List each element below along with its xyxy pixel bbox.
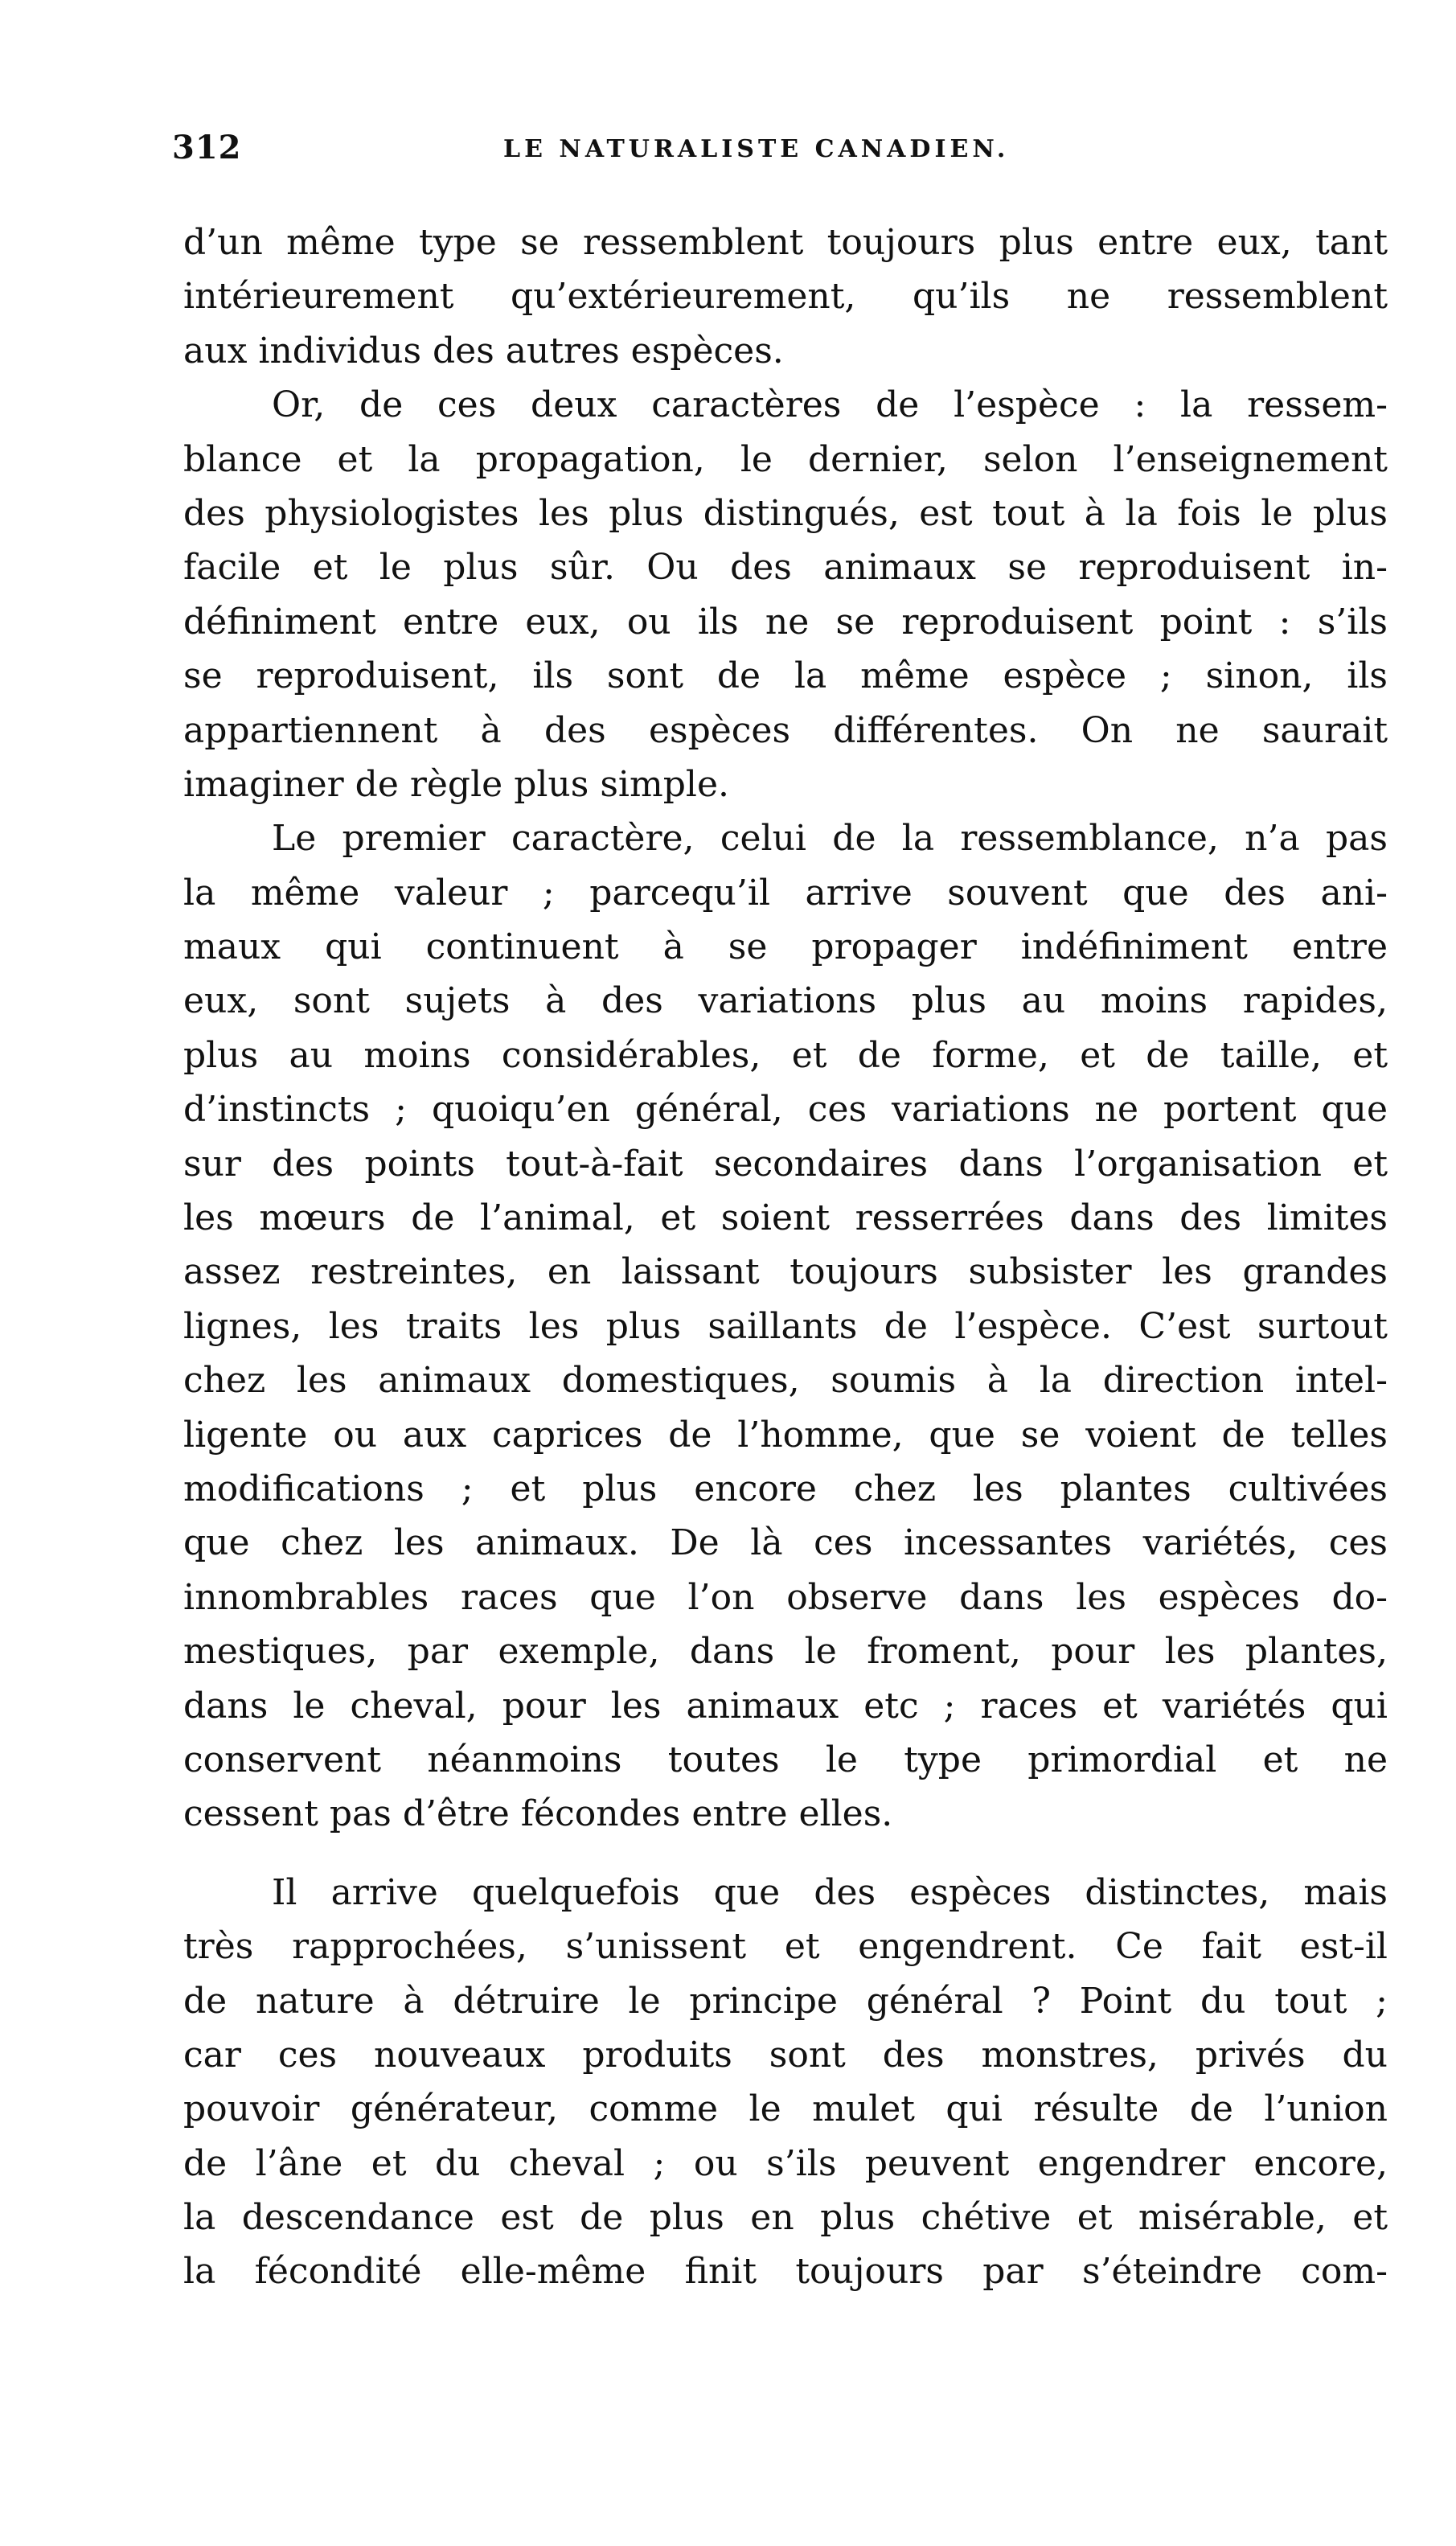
- text-line: d’un même type se ressemblent toujours plus entre eux, tant: [183, 222, 1388, 263]
- paragraph: [183, 1866, 1388, 2299]
- text-line: la fécondité elle-même finit toujours par s’éteindre com-: [183, 2251, 1388, 2293]
- journal-title: LE NATURALISTE CANADIEN.: [503, 135, 1010, 163]
- text-line: les mœurs de l’animal, et soient resserrées dans des limites: [183, 1197, 1388, 1239]
- text-line: car ces nouveaux produits sont des monstres, privés du: [183, 2034, 1388, 2076]
- text-line: imaginer de règle plus simple.: [183, 763, 729, 805]
- text-line: aux individus des autres espèces.: [183, 330, 784, 372]
- text-line: Le premier caractère, celui de la ressemblance, n’a pas: [272, 818, 1388, 860]
- text-line: cessent pas d’être fécondes entre elles.: [183, 1793, 893, 1835]
- text-line: facile et le plus sûr. Ou des animaux se reproduisent in-: [183, 547, 1388, 589]
- text-line: ligente ou aux caprices de l’homme, que se voient de telles: [183, 1414, 1388, 1456]
- text-line: d’instincts ; quoiqu’en général, ces variations ne portent que: [183, 1089, 1388, 1131]
- paragraph: [183, 378, 1388, 811]
- text-line: mestiques, par exemple, dans le froment, pour les plantes,: [183, 1631, 1388, 1673]
- text-line: innombrables races que l’on observe dans les espèces do-: [183, 1576, 1388, 1618]
- text-line: dans le cheval, pour les animaux etc ; races et variétés qui: [183, 1685, 1388, 1727]
- running-head: [172, 129, 1410, 177]
- paragraph: [183, 811, 1388, 1841]
- text-line: plus au moins considérables, et de forme, et de taille, et: [183, 1034, 1388, 1076]
- text-line: de nature à détruire le principe général ? Point du tout ;: [183, 1980, 1388, 2022]
- body-text: [183, 216, 1388, 2299]
- paragraph: [183, 216, 1388, 378]
- text-line: des physiologistes les plus distingués, est tout à la fois le plus: [183, 492, 1388, 534]
- text-line: conservent néanmoins toutes le type primordial et ne: [183, 1739, 1388, 1780]
- paragraph-spacer: [183, 1842, 1388, 1866]
- text-line: intérieurement qu’extérieurement, qu’ils ne ressemblent: [183, 276, 1388, 318]
- text-line: Il arrive quelquefois que des espèces distinctes, mais: [272, 1871, 1388, 1913]
- text-line: assez restreintes, en laissant toujours subsister les grandes: [183, 1251, 1388, 1293]
- text-line: Or, de ces deux caractères de l’espèce : la ressem-: [272, 384, 1388, 426]
- text-line: définiment entre eux, ou ils ne se reproduisent point : s’ils: [183, 601, 1388, 643]
- text-line: la descendance est de plus en plus chétive et misérable, et: [183, 2197, 1388, 2239]
- text-line: sur des points tout-à-fait secondaires dans l’organisation et: [183, 1143, 1388, 1185]
- text-line: de l’âne et du cheval ; ou s’ils peuvent engendrer encore,: [183, 2142, 1388, 2184]
- text-line: pouvoir générateur, comme le mulet qui résulte de l’union: [183, 2088, 1388, 2130]
- text-line: modifications ; et plus encore chez les plantes cultivées: [183, 1468, 1388, 1509]
- text-line: eux, sont sujets à des variations plus au moins rapides,: [183, 980, 1388, 1022]
- text-line: que chez les animaux. De là ces incessantes variétés, ces: [183, 1522, 1388, 1564]
- text-line: se reproduisent, ils sont de la même espèce ; sinon, ils: [183, 655, 1388, 697]
- text-line: maux qui continuent à se propager indéfiniment entre: [183, 926, 1388, 968]
- text-line: la même valeur ; parcequ’il arrive souvent que des ani-: [183, 872, 1388, 914]
- page-number: 312: [172, 129, 242, 166]
- text-line: blance et la propagation, le dernier, selon l’enseignement: [183, 438, 1388, 480]
- text-line: chez les animaux domestiques, soumis à la direction intel-: [183, 1360, 1388, 1402]
- text-line: lignes, les traits les plus saillants de l’espèce. C’est surtout: [183, 1305, 1388, 1347]
- text-line: appartiennent à des espèces différentes. On ne saurait: [183, 709, 1388, 751]
- text-line: très rapprochées, s’unissent et engendrent. Ce fait est-il: [183, 1926, 1388, 1968]
